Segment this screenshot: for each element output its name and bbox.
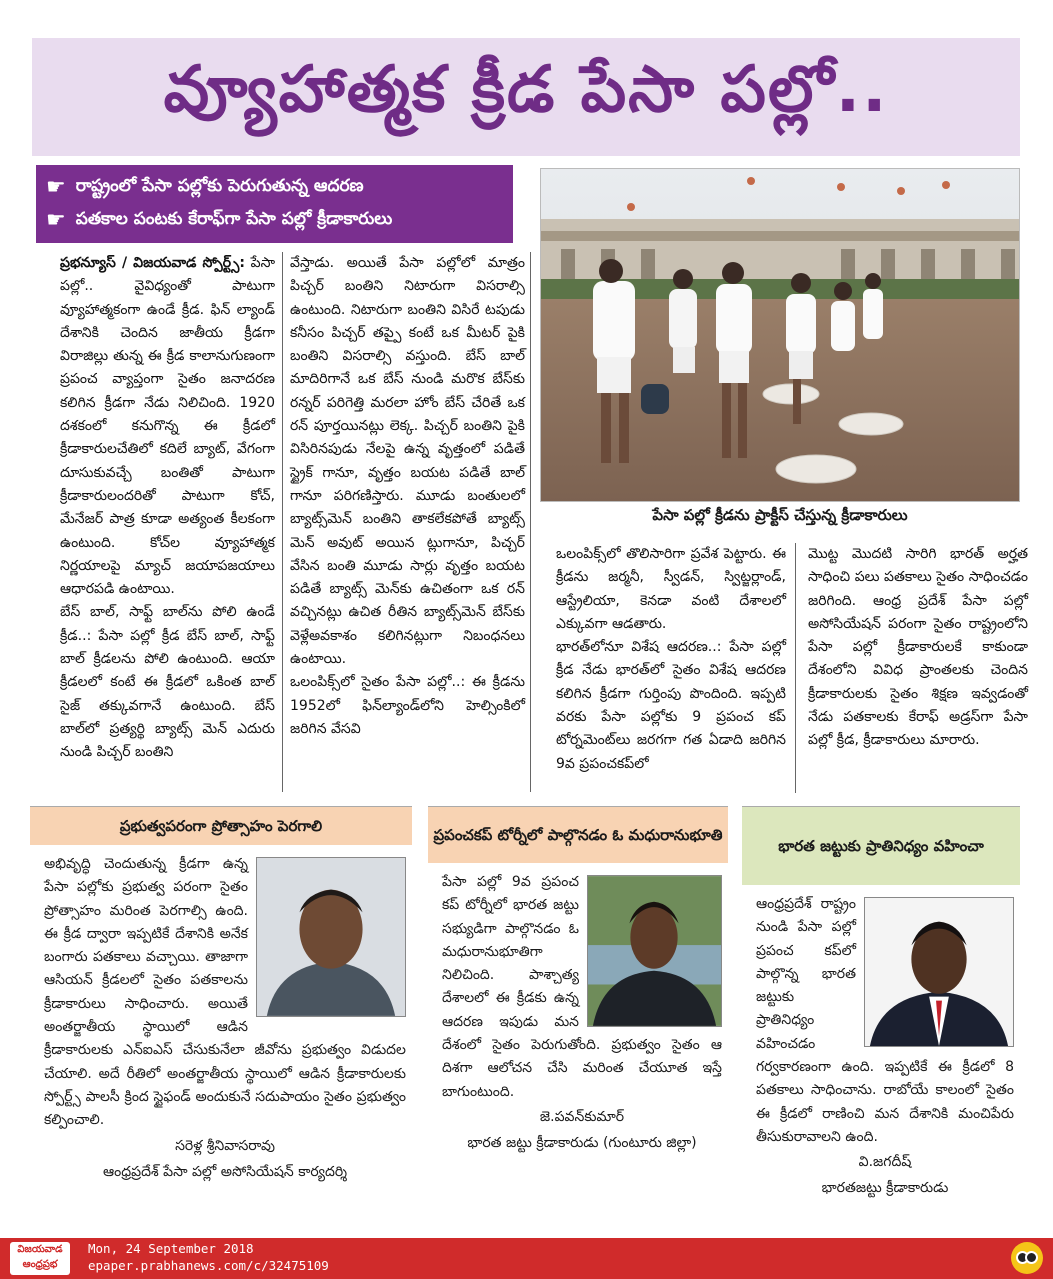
quote-box-player xyxy=(742,806,1020,1206)
headline-banner xyxy=(32,38,1020,156)
photo-caption: పేసా పల్లో క్రీడను ప్రాక్టీస్ చేస్తున్న క్రీడాకారులు xyxy=(652,506,908,524)
quote-box-heading: ప్రపంచకప్ టోర్నీలో పాల్గొనడం ఓ మధురానుభూతి xyxy=(428,807,728,863)
quote-text: అభివృద్ధి చెందుతున్న క్రీడగా ఉన్న పేసా పల్లోకు ప్రభుత్వ పరంగా సైతం ప్రోత్సాహం మరింత పెరగాల్సి ఉంది. ఈ క్రీడ ద్వారా ఇప్పటికే దేశానికి అనేక బంగారు పతకాలు వచ్చాయి. తాజాగా ఆసియన్ క్రీడలలో సైతం పతకాలను క్రీడాకారులు సాధించారు. అయితే అంతర్జాతీయ స్థాయిలో ఆడిన క్రీడాకారులకు ఎన్ఐఎస్ చేసుకునేలా జీవోను ప్రభుత్వం విడుదల చేయాలి. అదే రీతిలో అంతర్జాతీయ స్థాయిలో ఆడిన క్రీడాకారులకు స్పోర్ట్స్ పాలసీ క్రింద స్టైఫండ్ అందుకునే సదుపాయం సైతం ప్రభుత్వం కల్పించాలి. xyxy=(44,856,406,1129)
edition-date: Mon, 24 September 2018 xyxy=(88,1241,254,1256)
portrait-photo xyxy=(864,897,1014,1047)
footer-bar xyxy=(0,1238,1053,1279)
quote-author-name: జె.పవన్‌కుమార్ xyxy=(539,1108,625,1125)
highlight-item xyxy=(46,204,503,237)
quote-box-player xyxy=(428,806,728,1206)
article-text: వేస్తాడు. అయితే పేసా పల్లో‌లో మాత్రం పిచ్చర్ బంతిని నిటారుగా విసరాల్సి ఉంటుంది. నిటారుగా బంతిని విసిరే టపుడు కనీసం పిచ్చర్ తప్పై కంటే ఒక మీటర్ పైకి బంతిని విసరాల్సి వస్తుంది. బేస్ బాల్ మాదిరిగానే ఒక బేస్ నుండి మరొక బేస్‌కు రన్నర్ పరిగెత్తి మరలా హోం బేస్ చేరితే ఒక రన్ పూర్తయినట్లు లెక్క. పిచ్చర్ బంతిని పైకి విసిరినపుడు నేలపై ఉన్న వృత్తంలో పడితే స్ట్రైక్ గానూ, వృత్తం బయట పడితే బాల్ గానూ పరిగణిస్తారు. మూడు బంతులలో బ్యాట్స్‌మెన్ బంతిని తాకలేకపోతే బ్యాట్స్ మెన్ అవుట్ అయిన ట్లుగానూ, పిచ్చర్ వేసిన బంతి మూడు సార్లు వృత్తం బయట పడితే బ్యాట్స్ మెన్‌కు ఉచితంగా ఒక రన్ వచ్చినట్లు ఉచిత రీతిన బ్యాట్స్‌మెన్ బేస్‌కు వెళ్లేఅవకాశం కలిగినట్లుగా నిబంధనలు ఉంటాయి. xyxy=(290,255,525,668)
quote-text: ఆంధ్రప్రదేశ్ రాష్ట్రం నుండి పేసా పల్లో ప్రపంచ కప్‌లో పాల్గొన్న భారత జట్టుకు ప్రాతినిధ్యం వహించడం గర్వకారణంగా ఉంది. ఇప్పటికే ఈ క్రీడలో 8 పతకాలు సాధించాను. రాబోయే కాలంలో సైతం ఈ క్రీడలో రాణించి మన దేశానికి మంచిపేరు తీసుకురావాలని ఉంది. xyxy=(756,896,1014,1145)
players-photo xyxy=(540,168,1020,502)
highlight-text: రాష్ట్రంలో పేసా పల్లోకు పెరుగుతున్న ఆదరణ xyxy=(75,175,364,196)
quote-author-title: భారత జట్టు క్రీడాకారుడు (గుంటూరు జిల్లా) xyxy=(467,1134,697,1151)
column-divider xyxy=(795,543,796,793)
article-text: పేసా పల్లో.. వైవిధ్యంతో పాటుగా వ్యూహాత్మకంగా ఉండే క్రీడ. ఫిన్ ల్యాండ్ దేశానికి చెందిన జాతీయ క్రీడగా విరాజిల్లు తున్న ఈ క్రీడ కాలానుగుణంగా ప్రపంచ వ్యాప్తంగా సైతం జనాదరణ కలిగిన క్రీడగా నేడు నిలిచింది. 1920 దశకంలో కనుగొన్న ఈ క్రీడలో క్రీడాకారులచేతిలో కదిలే బ్యాట్, వేగంగా దూసుకువచ్చే బంతితో పాటుగా క్రీడాకారులందరితో పాటుగా కోచ్, మేనేజర్ పాత్ర కూడా అత్యంత కీలకంగా ఉంటుంది. కోచ్‌ల వ్యూహాత్మక నిర్ణయాలపై మ్యాచ్ జయాపజయాలు ఆధారపడి ఉంటాయి. xyxy=(60,255,276,598)
highlight-item xyxy=(46,171,503,204)
column-divider xyxy=(530,252,531,792)
owl-icon xyxy=(1011,1242,1043,1274)
article-column-1 xyxy=(60,252,275,765)
portrait-photo xyxy=(256,857,406,1017)
article-column-2 xyxy=(290,252,525,741)
quote-author-name: వి.జగదీష్ xyxy=(858,1154,912,1171)
article-column-3 xyxy=(556,543,786,776)
headline: వ్యూహాత్మక క్రీడ పేసా పల్లో.. xyxy=(163,52,889,127)
quote-author-name: సరెళ్ల శ్రీనివాసరావు xyxy=(175,1137,275,1154)
epaper-link[interactable]: epaper.prabhanews.com/c/32475109 xyxy=(88,1258,329,1273)
dateline: ప్రభన్యూస్ / విజయవాడ స్పోర్ట్స్: xyxy=(60,255,245,271)
quote-author-title: భారతజట్టు క్రీడాకారుడు xyxy=(821,1180,949,1197)
pointing-hand-icon: ☛ xyxy=(46,208,66,233)
article-text: ఒలంపిక్స్‌లో సైతం పేసా పల్లో..: ఈ క్రీడను 1952లో ఫిన్‌ల్యాండ్‌లోని హెల్సింకిలో జరిగిన వేసవి xyxy=(290,674,525,737)
article-text: బేస్ బాల్, సాఫ్ట్ బాల్‌ను పోలి ఉండే క్రీడ..: పేసా పల్లో క్రీడ బేస్ బాల్, సాఫ్ట్ బాల్ క్రీడలను పోలి ఉంటుంది. ఆయా క్రీడలలో కంటే ఈ క్రీడలో ఒకింత బాల్ సైజ్ తక్కువగానే ఉంటుంది. బేస్ బాల్‌లో ప్రత్యర్థి బ్యాట్స్ మెన్ ఎదురు నుండి పిచ్చర్ బంతిని xyxy=(60,604,275,761)
pointing-hand-icon: ☛ xyxy=(46,175,66,200)
highlight-text: పతకాల పంటకు కేరాఫ్‌గా పేసా పల్లో క్రీడాకారులు xyxy=(75,208,393,229)
quote-author-title: ఆంధ్రప్రదేశ్ పేసా పల్లో అసోసియేషన్ కార్యదర్శి xyxy=(103,1163,347,1180)
newspaper-logo[interactable]: విజయవాడ ఆంధ్రప్రభ xyxy=(10,1242,70,1275)
article-text: ఒలంపిక్స్‌లో తొలిసారిగా ప్రవేశ పెట్టారు. ఈ క్రీడను జర్మనీ, స్వీడన్, స్విట్జర్లాండ్, ఆస్ట్రేలియా, కెనడా వంటి దేశాలలో ఎక్కువగా ఆడతారు. xyxy=(556,546,786,632)
article-column-4 xyxy=(808,543,1028,753)
column-divider xyxy=(282,252,283,792)
quote-box-heading: భారత జట్టుకు ప్రాతినిధ్యం వహించా xyxy=(742,807,1020,885)
quote-box-official xyxy=(30,806,412,1206)
quote-box-heading: ప్రభుత్వపరంగా ప్రోత్సాహం పెరగాలి xyxy=(30,807,412,845)
article-text: భారత్‌లోనూ విశేష ఆదరణ..: పేసా పల్లో క్రీడ నేడు భారత్‌లో సైతం విశేష ఆదరణ కలిగిన క్రీడగా గుర్తింపు పొందింది. ఇప్పటి వరకు పేసా పల్లోకు 9 ప్రపంచ కప్ టోర్నమెంట్‌లు జరగగా గత ఏడాది జరిగిన 9వ ప్రపంచకప్‌లో xyxy=(556,639,786,772)
article-text: మొట్ట మొదటి సారిగి భారత్ అర్హత సాధించి పలు పతకాలు సైతం సాధించడం జరిగింది. ఆంధ్ర ప్రదేశ్ పేసా పల్లో అసోసియేషన్ పరంగా సైతం రాష్ట్రంలోని పేసా పల్లో క్రీడాకారులకే కాకుండా దేశంలోని వివిధ ప్రాంతలకు చెందిన క్రీడాకారులకు సైతం శిక్షణ ఇవ్వడంతో నేడు పతకాలకు కేరాఫ్ అడ్రస్‌గా పేసా పల్లో క్రీడ, క్రీడాకారులు మారారు. xyxy=(808,546,1028,749)
highlights-box xyxy=(36,165,513,243)
quote-text: పేసా పల్లో 9వ ప్రపంచ కప్ టోర్నీలో భారత జట్టు సభ్యుడిగా పాల్గొనడం ఓ మధురానుభూతిగా నిలిచింది. పాశ్చాత్య దేశాలలో ఈ క్రీడకు ఉన్న ఆదరణ ఇపుడు మన దేశంలో సైతం పెరుగుతోంది. ప్రభుత్వం సైతం ఆ దిశగా ఆలోచన చేసి మరింత చేయూత ఇస్తే బాగుంటుంది. xyxy=(442,874,722,1100)
portrait-photo xyxy=(587,875,722,1027)
